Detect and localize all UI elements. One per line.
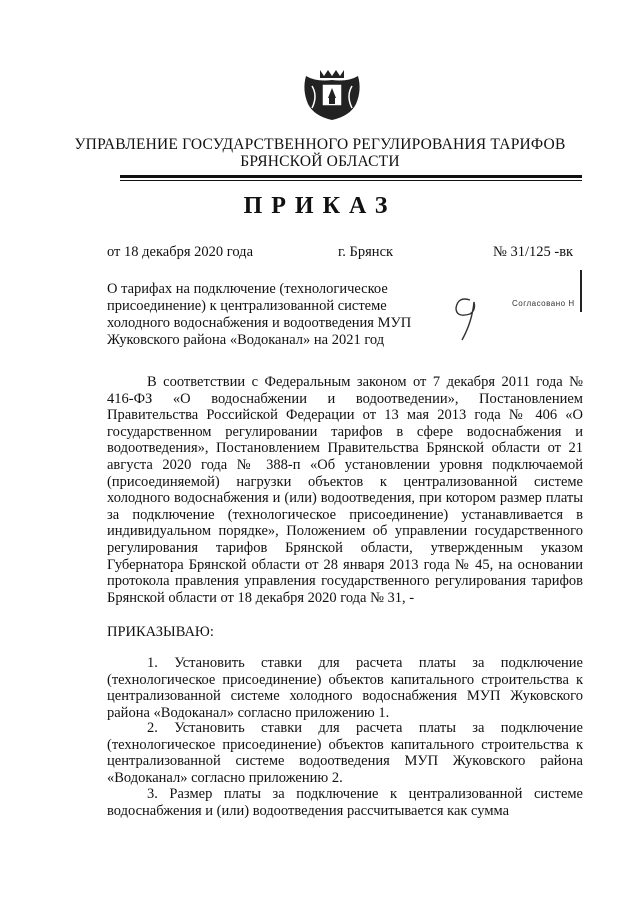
order-item-text: 2. Установить ставки для расчета платы за подключение (технологическое присоединение) объектов капитального строительства к централизованной системе водоотведения МУП Жуковского района «Водоканал» согласно приложению 2. xyxy=(107,720,583,786)
order-date: от 18 декабря 2020 года xyxy=(107,244,253,260)
order-item-text: 1. Установить ставки для расчета платы за подключение (технологическое присоединение) объектов капитального строительства к централизованной системе холодного водоснабжения МУП Жуковского района «Водоканал» согласно приложению 1. xyxy=(107,655,583,721)
preamble-paragraph xyxy=(107,374,583,606)
order-word: ПРИКАЗЫВАЮ: xyxy=(107,624,214,640)
order-item xyxy=(107,786,583,819)
order-subject: О тарифах на подключение (технологическое присоединение) к централизованной системе холодного водоснабжения и водоотведения МУП Жуковского района «Водоканал» на 2021 год xyxy=(107,281,412,348)
order-item xyxy=(107,720,583,786)
approval-stamp-line xyxy=(580,270,582,312)
order-item xyxy=(107,655,583,721)
header-rule-thick xyxy=(120,175,582,178)
order-item-text: 3. Размер платы за подключение к централизованной системе водоснабжения и (или) водоотведения рассчитывается как сумма xyxy=(107,786,583,819)
document-title: ПРИКАЗ xyxy=(243,193,397,219)
org-name-line1: УПРАВЛЕНИЕ ГОСУДАРСТВЕННОГО РЕГУЛИРОВАНИЯ ТАРИФОВ xyxy=(74,136,566,153)
approval-stamp-text: Согласовано Н xyxy=(512,299,575,308)
preamble-text: В соответствии с Федеральным законом от 7 декабря 2011 года № 416-ФЗ «О водоснабжении и водоотведении», Постановлением Правительства Российской Федерации от 13 мая 2013 года № 406 «О государственном регулировании тарифов в сфере водоснабжения и водоотведения», Постановлением Правительства Брянской области от 21 августа 2020 года № 388-п «Об установлении уровня подключаемой (присоединяемой) нагрузки объектов к централизованной системе холодного водоснабжения и (или) водоотведения, при котором размер платы за подключение (технологическое присоединение) устанавливается в индивидуальном порядке», Положением об управлении государственного регулирования тарифов Брянской области, утвержденным указом Губернатора Брянской области от 28 января 2013 года № 45, на основании протокола правления управления государственного регулирования тарифов Брянской области от 18 декабря 2020 года № 31, - xyxy=(107,374,583,606)
order-city: г. Брянск xyxy=(338,244,394,260)
header-rule-thin xyxy=(120,180,582,181)
order-number: № 31/125 -вк xyxy=(493,244,574,260)
handwritten-signature xyxy=(440,288,490,348)
org-name-line2: БРЯНСКОЙ ОБЛАСТИ xyxy=(240,153,400,170)
coat-of-arms-emblem xyxy=(298,66,366,122)
